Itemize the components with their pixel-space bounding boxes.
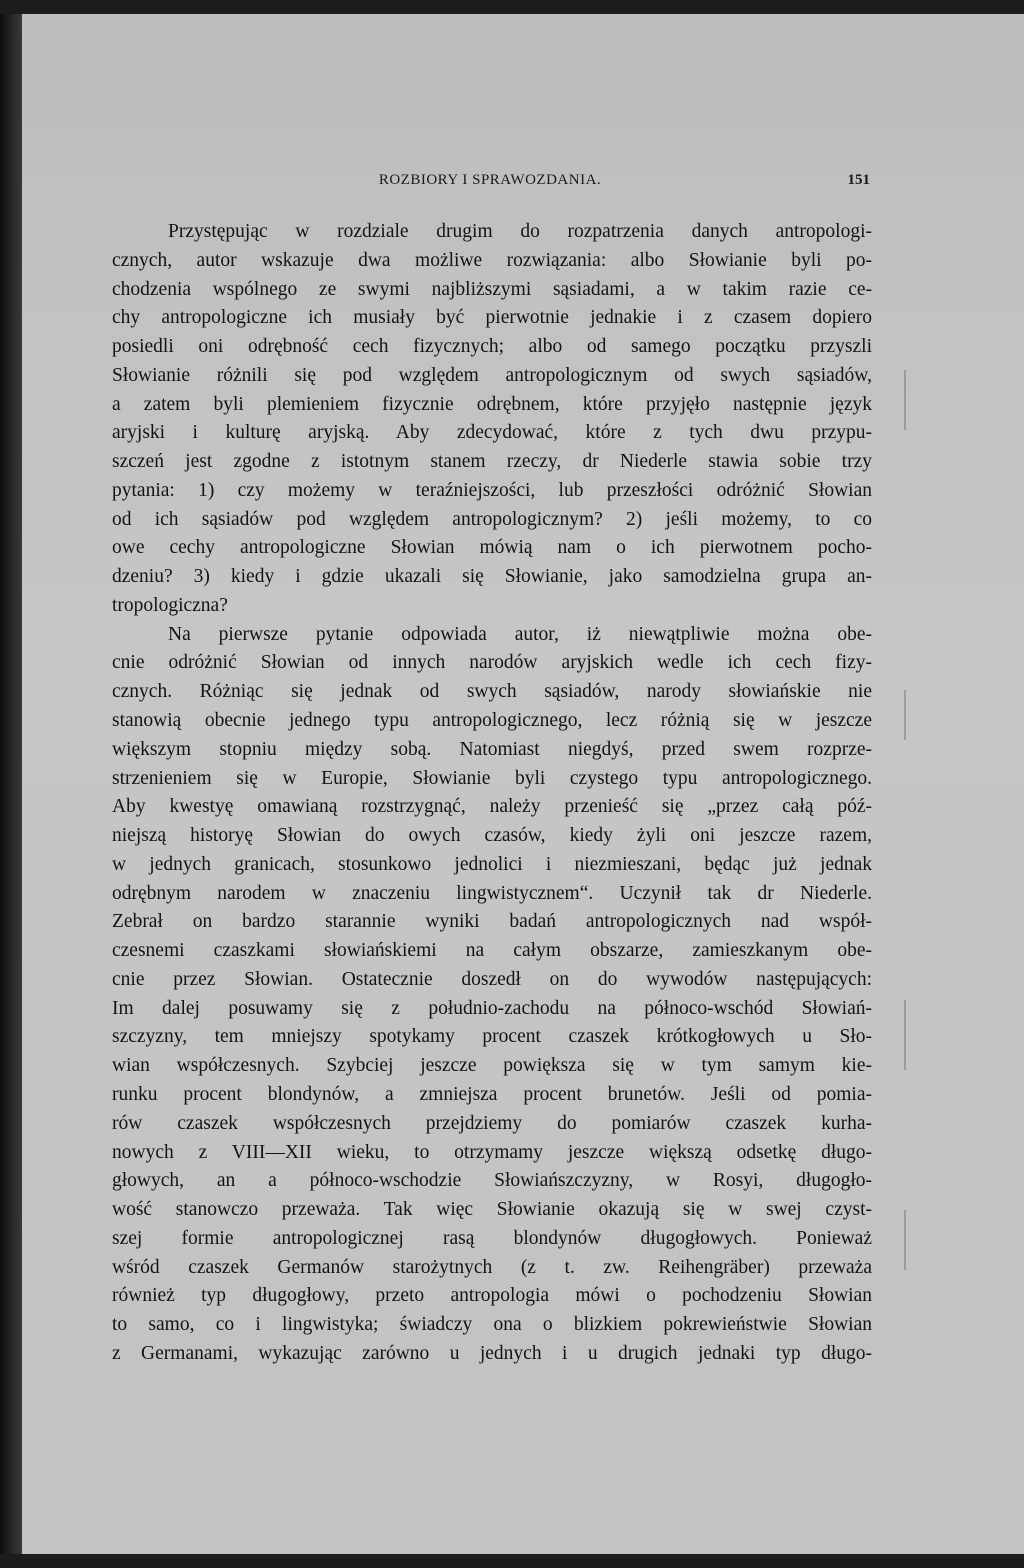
text-line: pytania: 1) czy możemy w teraźniejszości, lub przeszłości odróżnić Słowian: [112, 479, 872, 501]
text-line: stanowią obecnie jednego typu antropologicznego, lecz różnią się w jeszcze: [112, 710, 872, 732]
text-line: chy antropologiczne ich musiały być pierwotnie jednakie i z czasem dopiero: [112, 307, 872, 329]
text-line: Na pierwsze pytanie odpowiada autor, iż niewątpliwie można obe-: [168, 623, 872, 645]
text-line: czesnemi czaszkami słowiańskiemi na całym obszarze, zamieszkanym obe-: [112, 940, 872, 962]
text-line: Zebrał on bardzo starannie wyniki badań antropologicznych nad współ-: [112, 911, 872, 933]
text-line: odrębnym narodem w znaczeniu lingwistycznem“. Uczynił tak dr Niederle.: [112, 882, 872, 904]
text-line: szczyzny, tem mniejszy spotykamy procent czaszek krótkogłowych u Sło-: [112, 1026, 872, 1048]
text-line: Aby kwestyę omawianą rozstrzygnąć, należy przenieść się „przez całą póź-: [112, 796, 872, 818]
running-title: ROZBIORY I SPRAWOZDANIA.: [378, 172, 602, 188]
text-line: owe cechy antropologiczne Słowian mówią nam o ich pierwotnem pocho-: [112, 537, 872, 559]
text-line: wian współczesnych. Szybciej jeszcze powiększa się w tym samym kie-: [112, 1055, 872, 1077]
text-line: cnie przez Słowian. Ostatecznie doszedł on do wywodów następujących:: [112, 968, 872, 990]
page-crease-mark: [904, 370, 906, 430]
text-line: Słowianie różnili się pod względem antropologicznym od swych sąsiadów,: [112, 364, 872, 386]
page-crease-mark: [904, 690, 906, 740]
running-head: [110, 160, 870, 188]
text-line: nowych z VIII—XII wieku, to otrzymamy jeszcze większą odsetkę długo-: [112, 1141, 872, 1163]
text-line: cznych, autor wskazuje dwa możliwe rozwiązania: albo Słowianie byli po-: [112, 249, 872, 271]
text-line: w jednych granicach, stosunkowo jednolici i niezmieszani, będąc już jednak: [112, 853, 872, 875]
text-line: większym stopniu między sobą. Natomiast niegdyś, przed swem rozprze-: [112, 738, 872, 760]
page-number: 151: [847, 172, 870, 188]
text-line: również typ długogłowy, przeto antropologia mówi o pochodzeniu Słowian: [112, 1285, 872, 1307]
body-text: [112, 218, 872, 1369]
text-line: rów czaszek współczesnych przejdziemy do pomiarów czaszek kurha-: [112, 1112, 872, 1134]
text-line: to samo, co i lingwistyka; świadczy ona o blizkiem pokrewieństwie Słowian: [112, 1314, 872, 1336]
text-line: Przystępując w rozdziale drugim do rozpatrzenia danych antropologi-: [168, 221, 872, 242]
text-line: szczeń jest zgodne z istotnym stanem rzeczy, dr Niederle stawia sobie trzy: [112, 451, 872, 473]
text-line: cznych. Różniąc się jednak od swych sąsiadów, narody słowiańskie nie: [112, 681, 872, 703]
text-line: dzeniu? 3) kiedy i gdzie ukazali się Słowianie, jako samodzielna grupa an-: [112, 566, 872, 588]
text-line: wość stanowczo przeważa. Tak więc Słowianie okazują się w swej czyst-: [112, 1199, 872, 1221]
text-line: aryjski i kulturę aryjską. Aby zdecydować, które z tych dwu przypu-: [112, 422, 872, 444]
text-line: posiedli oni odrębność cech fizycznych; albo od samego początku przyszli: [112, 336, 872, 358]
text-line: tropologiczna?: [112, 594, 228, 616]
page-crease-mark: [904, 1210, 906, 1270]
text-line: strzenieniem się w Europie, Słowianie byli czystego typu antropologicznego.: [112, 767, 872, 789]
text-line: głowych, an a północo-wschodzie Słowiańszczyzny, w Rosyi, długogło-: [112, 1170, 872, 1192]
book-binding-edge: [0, 14, 22, 1554]
text-line: niejszą historyę Słowian do owych czasów, kiedy żyli oni jeszcze razem,: [112, 825, 872, 847]
text-line: z Germanami, wykazując zarówno u jednych i u drugich jednaki typ długo-: [112, 1342, 872, 1364]
text-line: Im dalej posuwamy się z południo-zachodu na północo-wschód Słowiań-: [112, 997, 872, 1019]
text-line: chodzenia wspólnego ze swymi najbliższymi sąsiadami, a w takim razie ce-: [112, 278, 872, 300]
text-line: wśród czaszek Germanów starożytnych (z t. zw. Reihengräber) przeważa: [112, 1256, 872, 1278]
text-line: a zatem byli plemieniem fizycznie odrębnem, które przyjęło następnie język: [112, 393, 872, 415]
text-line: od ich sąsiadów pod względem antropologicznym? 2) jeśli możemy, to co: [112, 508, 872, 530]
page-crease-mark: [904, 1000, 906, 1070]
text-line: szej formie antropologicznej rasą blondynów długogłowych. Ponieważ: [112, 1227, 872, 1249]
text-line: cnie odróżnić Słowian od innych narodów aryjskich wedle ich cech fizy-: [112, 652, 872, 674]
text-line: runku procent blondynów, a zmniejsza procent brunetów. Jeśli od pomia-: [112, 1083, 872, 1105]
